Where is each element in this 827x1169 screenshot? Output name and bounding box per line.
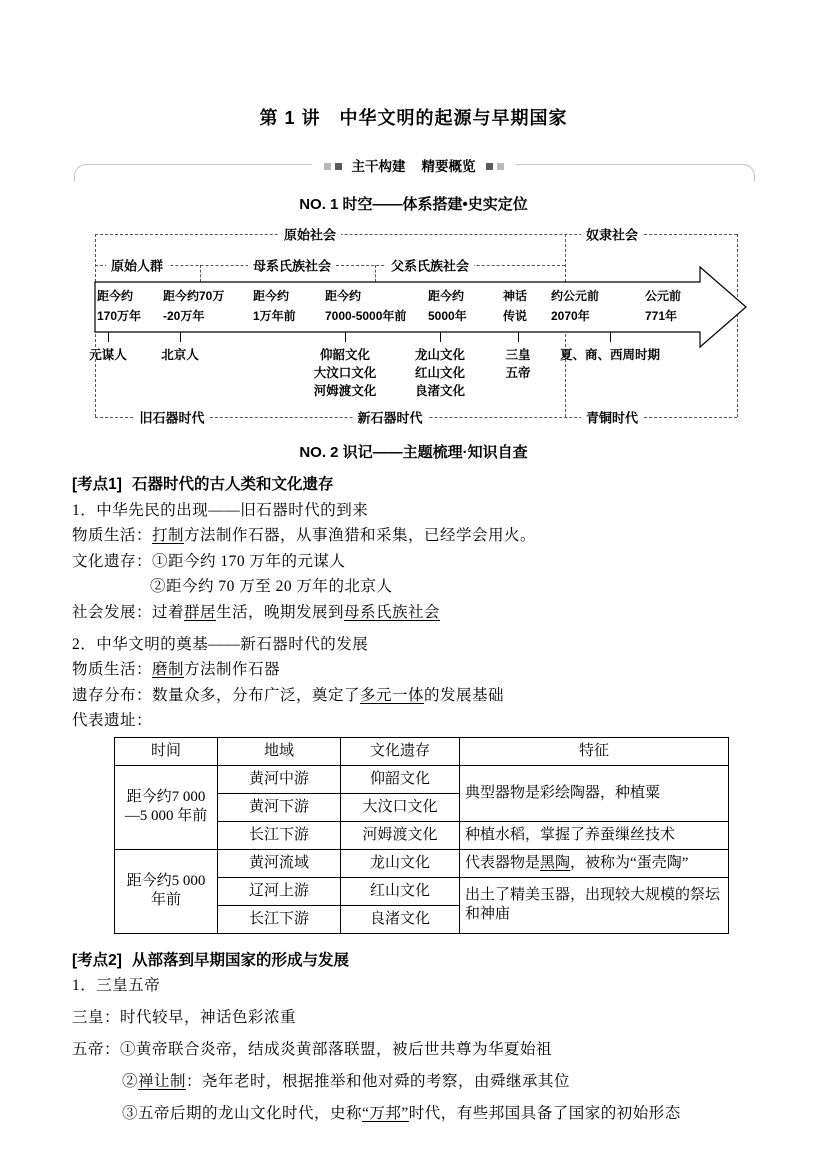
time-point-line: 距今约 [428,289,465,303]
era-item-line: 良渚文化 [414,384,466,398]
region-cell: 长江下游 [218,821,341,849]
page-title: 第 1 讲 中华文明的起源与早期国家 [259,108,568,128]
item-heading: 1．中华先民的出现——旧石器时代的到来 [72,501,369,519]
time-point-line: 距今约70万 [163,289,225,303]
time-point [97,286,141,326]
era-item-label [314,346,377,400]
text-segment: 物质生活： [72,527,153,544]
era-item-line: 龙山文化 [414,348,466,362]
column-header-culture: 文化遗存 [341,737,460,765]
region-cell: 长江下游 [218,905,341,933]
text-segment: 母系氏族社会 [344,603,441,621]
text-segment: 多元一体 [360,686,425,704]
text-segment: ，被称为“蛋壳陶” [570,854,689,871]
text-segment: 黑陶 [540,854,571,871]
time-point-line: 5000年 [428,309,467,323]
column-header-feature: 特征 [460,737,729,765]
feature-cell [460,765,729,821]
era-item-line: 三皇 [505,348,531,362]
culture-cell: 大汶口文化 [341,793,460,821]
text-segment: 磨制 [152,661,185,678]
era-item-line: 五帝 [505,366,531,380]
tick-mark [518,332,519,342]
time-cell: 距今约5 000 年前 [115,849,218,933]
era-item-line: 红山文化 [414,366,466,380]
column-header-region: 地域 [218,737,341,765]
culture-cell: 仰韶文化 [341,765,460,793]
banner-inner [312,155,516,175]
time-point-line: 约公元前 [551,289,600,303]
material-life-line [72,526,755,545]
no1-heading: NO. 1 时空——体系搭建•史实定位 [299,196,528,213]
text-segment: 的发展基础 [424,686,505,704]
time-point [163,286,224,326]
culture-cell: 龙山文化 [341,849,460,877]
culture-remains-line-2: ②距今约 70 万至 20 万年的北京人 [150,578,393,595]
era-item-line: 夏、商、西周时期 [559,348,661,362]
decor-square-icon [324,163,331,170]
time-point [253,286,296,326]
time-point [551,286,599,326]
time-point-line: 7000-5000年前 [325,309,407,323]
table-row [115,765,729,793]
region-cell: 黄河中游 [218,765,341,793]
era-label-bronze: 青铜时代 [581,408,643,427]
stage-label-slave-society: 奴隶社会 [581,225,643,244]
social-development-line [72,603,755,622]
stage-label-primitive-society: 原始社会 [279,225,341,244]
tick-mark [108,332,109,342]
text-segment: 典型器物是彩绘陶器，种植粟 [465,784,661,801]
region-cell: 黄河流域 [218,849,341,877]
time-point-line: 公元前 [645,289,682,303]
tick-mark [345,332,346,342]
text-segment: 种植水稻，掌握了养蚕缫丝技术 [465,826,676,843]
era-item-line: 仰韶文化 [319,348,371,362]
distribution-line [72,686,755,705]
decor-square-icon [497,163,504,170]
kaodian2-heading [72,948,755,970]
banner-left-text: 主干构建 [351,159,406,174]
era-item-line: 河姆渡文化 [313,384,377,398]
time-point-line: 2070年 [551,309,590,323]
era-item-line: 北京人 [161,348,199,362]
text-segment: 时代，有些邦国具备了国家的初始形态 [408,1105,681,1122]
era-item-label [89,346,127,364]
text-segment: 遗存分布：数量众多，分布广泛，奠定了 [72,686,361,704]
society-label: 原始人群 [106,256,168,275]
text-segment: 方法制作石器，从事渔猎和采集，已经学会用火。 [184,527,537,544]
era-label-paleolithic: 旧石器时代 [134,408,209,427]
banner-label [72,155,755,175]
era-item-line: 元谋人 [89,348,127,362]
era-item-line: 大汶口文化 [313,366,377,380]
tick-mark [610,332,611,342]
text-segment: 群居 [184,603,217,621]
sites-table [114,737,729,934]
decor-square-icon [335,163,342,170]
feature-cell [460,849,729,877]
region-cell: 黄河下游 [218,793,341,821]
table-header-row [115,737,729,765]
text-segment: ② [122,1073,139,1090]
time-point-line: 传说 [503,309,528,323]
wudi-line-2 [72,1072,755,1091]
column-header-time: 时间 [115,737,218,765]
section-banner [72,152,755,182]
text-segment: 生活，晚期发展到 [216,603,345,621]
kaodian1-heading [72,472,755,494]
time-point-line: 神话 [503,289,528,303]
timeline-diagram [90,222,752,430]
time-point-line: 771年 [645,309,678,323]
kaodian1-tag: [考点1] [72,476,122,493]
text-segment: 禅让制 [138,1073,187,1090]
banner-right-text: 精要概览 [421,159,476,174]
time-point-line: 距今约 [253,289,290,303]
era-item-label [161,346,199,364]
society-label: 母系氏族社会 [248,256,336,275]
text-segment: ：尧年老时，根据推举和他对舜的考察，由舜继承其位 [186,1073,571,1090]
text-segment: ③五帝后期的龙山文化时代，史称 [122,1105,363,1122]
text-segment: 社会发展：过着 [72,603,185,621]
sanhuang-line: 三皇：时代较早，神话色彩浓重 [72,1009,297,1026]
culture-cell: 红山文化 [341,877,460,905]
text-segment: 代表器物是 [465,854,541,871]
era-item-label [415,346,465,400]
table-row [115,849,729,877]
society-label: 父系氏族社会 [386,256,474,275]
feature-cell [460,821,729,849]
text-segment: 物质生活： [72,661,153,678]
time-point [503,286,527,326]
culture-remains-line-1: 文化遗存：①距今约 170 万年的元谋人 [72,552,346,570]
item-heading: 1．三皇五帝 [72,977,161,994]
tick-mark [180,332,181,342]
kaodian1-title: 石器时代的古人类和文化遗存 [131,476,334,493]
time-cell: 距今约7 000—5 000 年前 [115,765,218,849]
time-point [428,286,467,326]
text-segment: 方法制作石器 [184,661,281,678]
kaodian2-title: 从部落到早期国家的形成与发展 [131,951,349,969]
time-point [325,286,406,326]
region-cell: 辽河上游 [218,877,341,905]
no2-heading: NO. 2 识记——主题梳理·知识自查 [299,444,528,461]
time-point-line: 距今约 [97,289,134,303]
time-point-line: -20万年 [163,309,205,323]
wudi-line-1: 五帝：①黄帝联合炎帝，结成炎黄部落联盟，被后世共尊为华夏始祖 [72,1041,553,1058]
decor-square-icon [486,163,493,170]
era-item-label [505,346,530,382]
representative-sites-line: 代表遗址： [72,712,153,729]
time-point [645,286,681,326]
material-life-line-2 [72,660,755,679]
era-label-neolithic: 新石器时代 [352,408,427,427]
time-point-line: 距今约 [325,289,362,303]
culture-cell: 河姆渡文化 [341,821,460,849]
item-heading: 2．中华文明的奠基——新石器时代的发展 [72,635,369,653]
time-point-line: 1万年前 [253,309,296,323]
tick-mark [440,332,441,342]
kaodian2-tag: [考点2] [72,951,122,969]
text-segment: 打制 [152,527,185,544]
era-item-label [560,346,660,364]
text-segment: 出土了精美玉器，出现较大规模的祭坛和神庙 [465,887,721,922]
feature-cell [460,877,729,933]
text-segment: “万邦” [362,1105,409,1122]
wudi-line-3 [72,1104,755,1123]
culture-cell: 良渚文化 [341,905,460,933]
time-point-line: 170万年 [97,309,142,323]
